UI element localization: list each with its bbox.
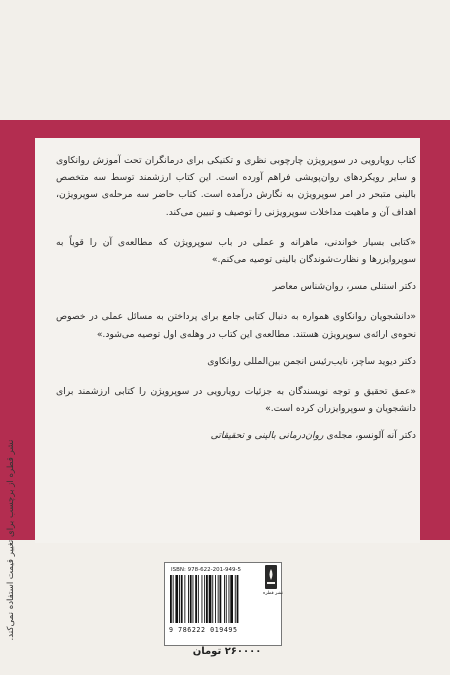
back-cover-content [56,152,416,445]
publisher-logo-text: نشر قطره [263,591,283,596]
attribution-sachs: دکتر دیوید ساچز، نایب‌رئیس انجمن بین‌المللی روانکاوی [207,355,416,367]
attribution-alonso-name: دکتر آنه آلونسو، مجله‌ی [326,430,416,442]
quote-sachs: «دانشجویان روانکاوی همواره به دنبال کتابی جامع برای پرداختن به مسائل عملی در خصوص نحوه‌ی ارائه‌ی سوپرویژن هستند. مطالعه‌ی این کتاب در وهله‌ی اول توصیه می‌شود.» [56,311,416,340]
attribution-messer: دکتر استنلی مسر، روان‌شناس معاصر [272,281,416,293]
publisher-logo-icon [264,564,278,590]
quote-messer: «کتابی بسیار خواندنی، ماهرانه و عملی در باب سوپرویژن که مطالعه‌ی آن را قویاً به سوپروایزرها و نظارت‌شوندگان بالینی توصیه می‌کنم.» [56,236,416,266]
description-paragraph: کتاب رویارویی در سوپرویژن چارچوبی نظری و تکنیکی برای درمانگران تحت آموزش روانکاوی و سایر رویکردهای روان‌پویشی فراهم آورده است. این کتاب ارزشمند توسط سه متخصص بالینی متبحر در امر سوپرویژن به نگارش درآمده است. کتاب حاضر سه مرحله‌ی سوپرویژن، اهداف آن و ماهیت مداخلات سوپرویژنی را توصیف و تبیین می‌کند. [56,155,416,218]
barcode-number: 9 786222 019495 [169,626,238,634]
price-text: ۲۶۰۰۰۰ تومان [192,646,262,657]
quote-alonso: «عمق تحقیق و توجه نویسندگان به جزئیات رویارویی در سوپرویژن را کتابی ارزشمند برای دانشجویان و سوپروایزران کرده است.» [56,386,416,415]
isbn-text: ISBN: 978-622-201-949-5 [171,567,242,573]
price-label-note: نشر قطره از برچسب برای تغییر قیمت استفاده نمی‌کند. [6,439,16,641]
barcode-icon [170,575,266,625]
attribution-alonso [56,427,416,444]
attribution-alonso-journal: روان‌درمانی بالینی و تحقیقاتی [210,430,324,442]
